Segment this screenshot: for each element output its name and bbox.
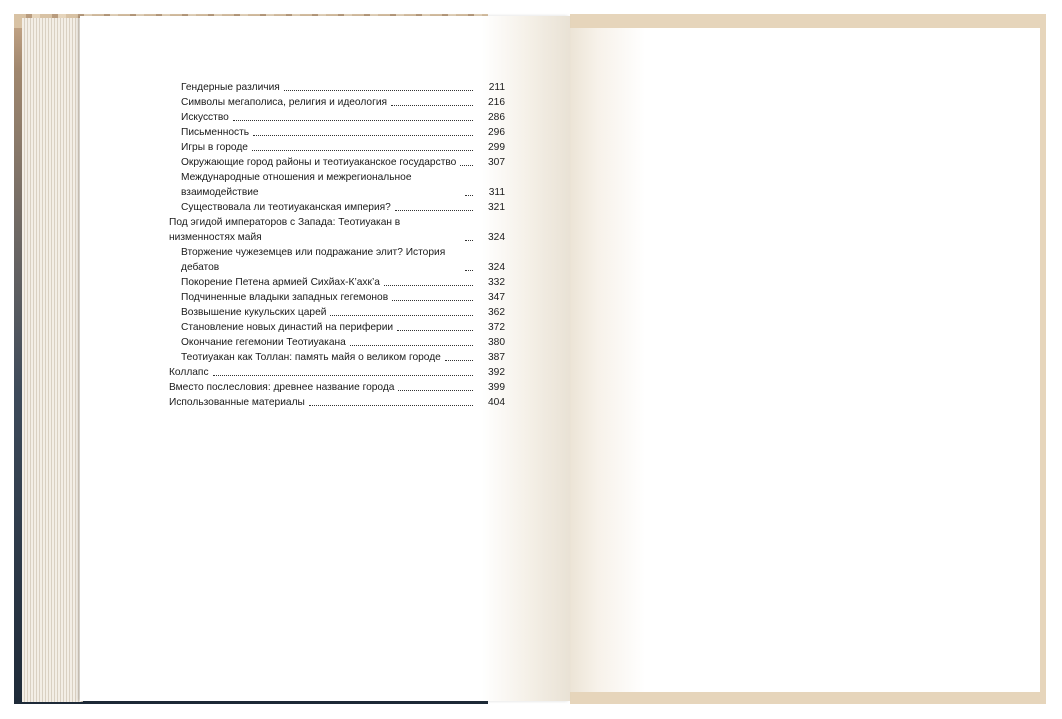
toc-entry-page: 216 xyxy=(488,97,505,108)
toc-entry-page: 392 xyxy=(488,367,505,378)
toc-entry-page: 299 xyxy=(488,142,505,153)
toc-leader-dots xyxy=(465,270,473,271)
toc-leader-dots xyxy=(252,150,473,151)
toc-entry-title: Покорение Петена армией Сихйах-К’ахк’а xyxy=(181,277,380,288)
toc-leader-dots xyxy=(398,390,473,391)
toc-leader-dots xyxy=(284,90,473,91)
toc-leader-dots xyxy=(309,405,473,406)
toc-leader-dots xyxy=(384,285,473,286)
toc-entry xyxy=(169,380,505,395)
page-edges xyxy=(22,18,83,702)
toc-entry-title: Символы мегаполиса, религия и идеология xyxy=(181,97,388,108)
table-of-contents xyxy=(169,80,505,410)
toc-leader-dots xyxy=(330,315,473,316)
toc-entry-title: Гендерные различия xyxy=(181,82,280,93)
toc-leader-dots xyxy=(391,105,473,106)
toc-entry-page: 372 xyxy=(488,322,505,333)
toc-entry xyxy=(169,110,505,125)
toc-entry-page: 321 xyxy=(488,202,505,213)
toc-entry-page: 404 xyxy=(488,397,505,408)
right-page xyxy=(570,28,1040,692)
toc-entry-title: Использованные материалы xyxy=(169,397,305,408)
toc-entry xyxy=(169,245,505,275)
toc-entry-title: Теотиуакан как Толлан: память майя о великом городе xyxy=(181,352,441,363)
toc-entry-page: 362 xyxy=(488,307,505,318)
toc-leader-dots xyxy=(350,345,473,346)
toc-entry-page: 387 xyxy=(488,352,505,363)
toc-entry-title: Международные отношения и межрегиональное взаимодействие xyxy=(181,172,412,198)
toc-entry-title: Возвышение кукульских царей xyxy=(181,307,327,318)
toc-leader-dots xyxy=(460,165,473,166)
toc-entry-title: Вместо послесловия: древнее название города xyxy=(169,382,395,393)
toc-leader-dots xyxy=(392,300,473,301)
toc-entry xyxy=(169,290,505,305)
toc-leader-dots xyxy=(213,375,473,376)
toc-leader-dots xyxy=(465,195,473,196)
toc-entry-title: Под эгидой императоров с Запада: Теотиуакан в низменностях майя xyxy=(169,217,401,243)
toc-leader-dots xyxy=(233,120,473,121)
toc-leader-dots xyxy=(445,360,473,361)
toc-entry xyxy=(169,395,505,410)
toc-entry xyxy=(169,320,505,335)
toc-entry-title: Становление новых династий на периферии xyxy=(181,322,394,333)
toc-entry-page: 324 xyxy=(488,232,505,243)
toc-entry xyxy=(169,200,505,215)
toc-entry xyxy=(169,125,505,140)
toc-entry xyxy=(169,350,505,365)
toc-entry xyxy=(169,140,505,155)
toc-entry-title: Игры в городе xyxy=(181,142,248,153)
toc-entry-page: 399 xyxy=(488,382,505,393)
toc-entry-page: 286 xyxy=(488,112,505,123)
toc-entry xyxy=(169,80,505,95)
toc-entry xyxy=(169,305,505,320)
toc-leader-dots xyxy=(395,210,473,211)
toc-leader-dots xyxy=(465,240,473,241)
toc-leader-dots xyxy=(253,135,473,136)
toc-entry xyxy=(169,170,505,200)
toc-entry-page: 332 xyxy=(488,277,505,288)
toc-entry-page: 211 xyxy=(488,82,505,93)
toc-entry-title: Подчиненные владыки западных гегемонов xyxy=(181,292,389,303)
toc-entry xyxy=(169,335,505,350)
toc-entry-page: 380 xyxy=(488,337,505,348)
toc-entry-page: 307 xyxy=(488,157,505,168)
toc-entry-title: Окончание гегемонии Теотиуакана xyxy=(181,337,346,348)
toc-entry-title: Существовала ли теотиуаканская империя? xyxy=(181,202,391,213)
toc-entry xyxy=(169,95,505,110)
toc-entry-page: 311 xyxy=(488,187,505,198)
toc-entry-title: Окружающие город районы и теотиуаканское государство xyxy=(181,157,457,168)
toc-entry-page: 347 xyxy=(488,292,505,303)
toc-entry-title: Коллапс xyxy=(169,367,209,378)
toc-entry xyxy=(169,365,505,380)
toc-entry-page: 324 xyxy=(488,262,505,273)
toc-entry xyxy=(169,275,505,290)
toc-entry-page: 296 xyxy=(488,127,505,138)
toc-entry xyxy=(169,215,505,245)
toc-leader-dots xyxy=(397,330,473,331)
toc-entry xyxy=(169,155,505,170)
toc-entry-title: Письменность xyxy=(181,127,250,138)
toc-entry-title: Искусство xyxy=(181,112,229,123)
toc-entry-title: Вторжение чужеземцев или подражание элит? История дебатов xyxy=(181,247,446,273)
